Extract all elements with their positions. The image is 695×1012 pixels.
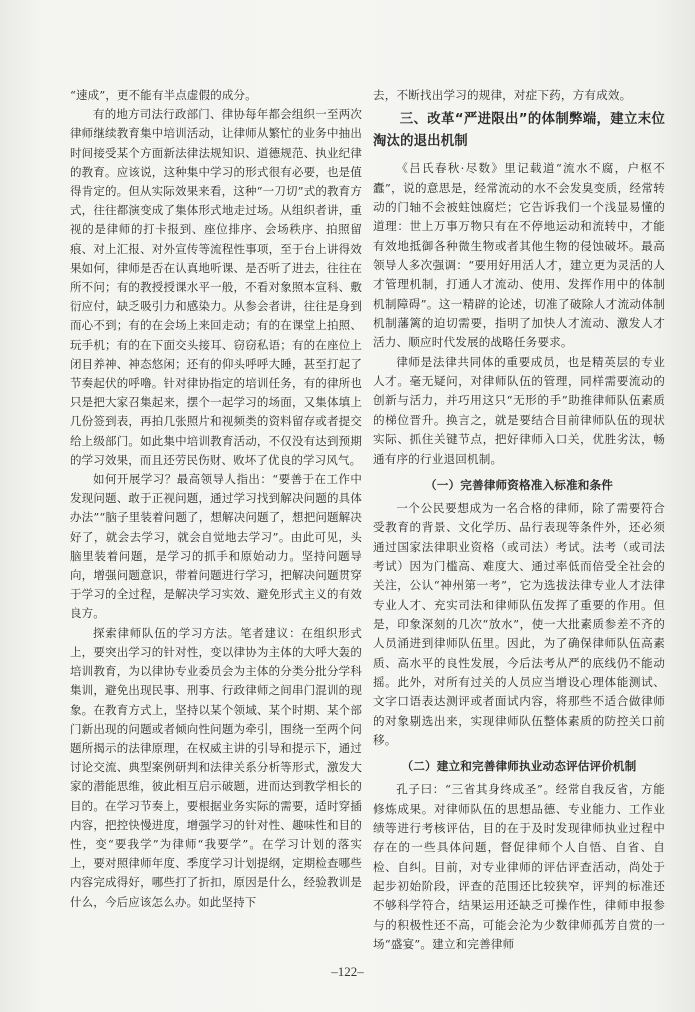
page-number: –122– [331,964,364,979]
paragraph: 有的地方司法行政部门、律协每年都会组织一至两次律师继续教育集中培训活动，让律师从繁忙的业务中抽出时间接受某个方面新法律法规知识、道德规范、执业纪律的教育。应该说，这种集中学习的形式很有必要，也是值得肯定的。但从实际效果来看，这种“一刀切”式的教育方式，往往都演变成了集体形式地走过场。从组织者讲，重视的是律师的打卡报到、座位排序、会场秩序、拍照留痕、对上汇报、对外宣传等流程性事项，至于台上讲得效果如何，律师是否在认真地听课、是否听了进去，往往在所不问；有的教授授课水平一般，不看对象照本宣科、敷衍应付，缺乏吸引力和感染力。从参会者讲，往往是身到而心不到；有的在会场上来回走动；有的在课堂上拍照、玩手机；有的在下面交头接耳、窃窃私语；有的在座位上闭目养神、神态悠闲；还有的仰头呼呼大睡，甚至打起了节奏起伏的呼噜。针对律协指定的培训任务，有的律所也只是把大家召集起来，摆个一起学习的场面，又集体填上几份签到表，再拍几张照片和视频类的资料留存或者提交给上级部门。如此集中培训教育活动，不仅没有达到预期的学习效果，而且还劳民伤财、败坏了优良的学习风气。 [70,107,362,467]
subsection-heading: （一）完善律师资格准入标准和条件 [425,477,613,492]
paragraph: 律师是法律共同体的重要成员，也是精英层的专业人才。毫无疑问，对律师队伍的管理，同样需要流动的创新与活力，并巧用这只“无形的手”助推律师队伍素质的梯位晋升。换言之，就是要结合目前律师队伍的现状实际、抓住关键节点，把好律师入口关，优胜劣汰，畅通有序的行业退回机制。 [373,354,665,466]
section-heading: 三、改革“严进限出”的体制弊端，建立末位淘汰的退出机制 [373,112,665,150]
subsection-heading: （二）建立和完善律师执业动态评估评价机制 [401,759,637,774]
left-column [70,86,362,912]
paragraph: 一个公民要想成为一名合格的律师，除了需要符合受教育的背景、文化学历、品行表现等条件外，还必须通过国家法律职业资格（或司法）考试。法考（或司法考试）因为门槛高、难度大、通过率低而倍受全社会的关注，公认“神州第一考”，它为选拔法律专业人才法律专业人才、充实司法和律师队伍发挥了重要的作用。但是，印象深刻的几次“放水”，使一大批素质参差不齐的人员涌进到律师队伍里。因此，为了确保律师队伍高素质、高水平的良性发展，今后法考从严的底线仍不能动摇。此外，对所有过关的人员应当增设心理体能测试、文字口语表达测评或者面试内容，将那些不适合做律师的对象剔选出来，实现律师队伍整体素质的防控关口前移。 [373,500,665,747]
paragraph: 《吕氏春秋·尽数》里记载道“流水不腐，户枢不蠹”，说的意思是，经常流动的水不会发臭变质，经常转动的门轴不会被蛀蚀腐烂；它告诉我们一个浅显易懂的道理：世上万事万物只有在不停地运动和流转中，才能有效地抵御各种微生物或者其他生物的侵蚀破坏。最高领导人多次强调：“要用好用活人才，建立更为灵活的人才管理机制，打通人才流动、使用、发挥作用中的体制机制障碍”。这一精辟的论述，切准了破除人才流动体制机制藩篱的迫切需要，指明了加快人才流动、激发人才活力、顺应时代发展的战略任务要求。 [373,161,665,350]
paragraph: 如何开展学习？最高领导人指出：“要善于在工作中发现问题、敢于正视问题，通过学习找到解决问题的具体办法”“脑子里装着问题了，想解决问题了，想把问题解决好了，就会去学习，就会自觉地去学习”。由此可见，头脑里装着问题，是学习的抓手和原始动力。坚持问题导向，增强问题意识，带着问题进行学习，把解决问题贯穿于学习的全过程，是解决学习实效、避免形式主义的有效良方。 [70,472,362,621]
paragraph: 孔子曰：“三省其身终成圣”。经常自我反省，方能修炼成果。对律师队伍的思想品德、专业能力、工作业绩等进行考核评估，目的在于及时发现律师执业过程中存在的一些具体问题，督促律师个人自悟、自省、自检、自纠。目前，对专业律师的评估评查活动，尚处于起步初始阶段，评查的范围还比较狭窄，评判的标准还不够科学符合，结果运用还缺乏可操作性，律师申报参与的积极性还不高，可能会沦为少数律师孤芳自赏的一场“盛宴”。建立和完善律师 [373,782,665,952]
paragraph: 去，不断找出学习的规律，对症下药，方有成效。 [373,88,632,102]
paragraph: 探索律师队伍的学习方法。笔者建议：在组织形式上，要突出学习的针对性，变以律协为主体的大呼大轰的培训教育，为以律协专业委员会为主体的分类分批分学科集训，避免出现民事、刑事、行政律师之间串门混训的现象。在教育方式上，坚持以某个领域、某个时期、某个部门新出现的问题或者倾向性问题为牵引，围绕一至两个问题所揭示的法律原理，在权威主讲的引导和提示下，通过讨论交流、典型案例研判和法律关系分析等形式，激发大家的潜能思维，彼此相互启示破题，进而达到教学相长的目的。在学习节奏上，要根据业务实际的需要，适时穿插内容，把控快慢进度，增强学习的针对性、趣味性和目的性，变“要我学”为律师“我要学”。在学习计划的落实上，要对照律师年度、季度学习计划提纲，定期检查哪些内容完成得好，哪些打了折扣，原因是什么，经验教训是什么，今后应该怎么办。如此坚持下 [70,625,362,909]
paragraph: “速成”，更不能有半点虚假的成分。 [70,88,257,102]
right-column [373,86,665,954]
